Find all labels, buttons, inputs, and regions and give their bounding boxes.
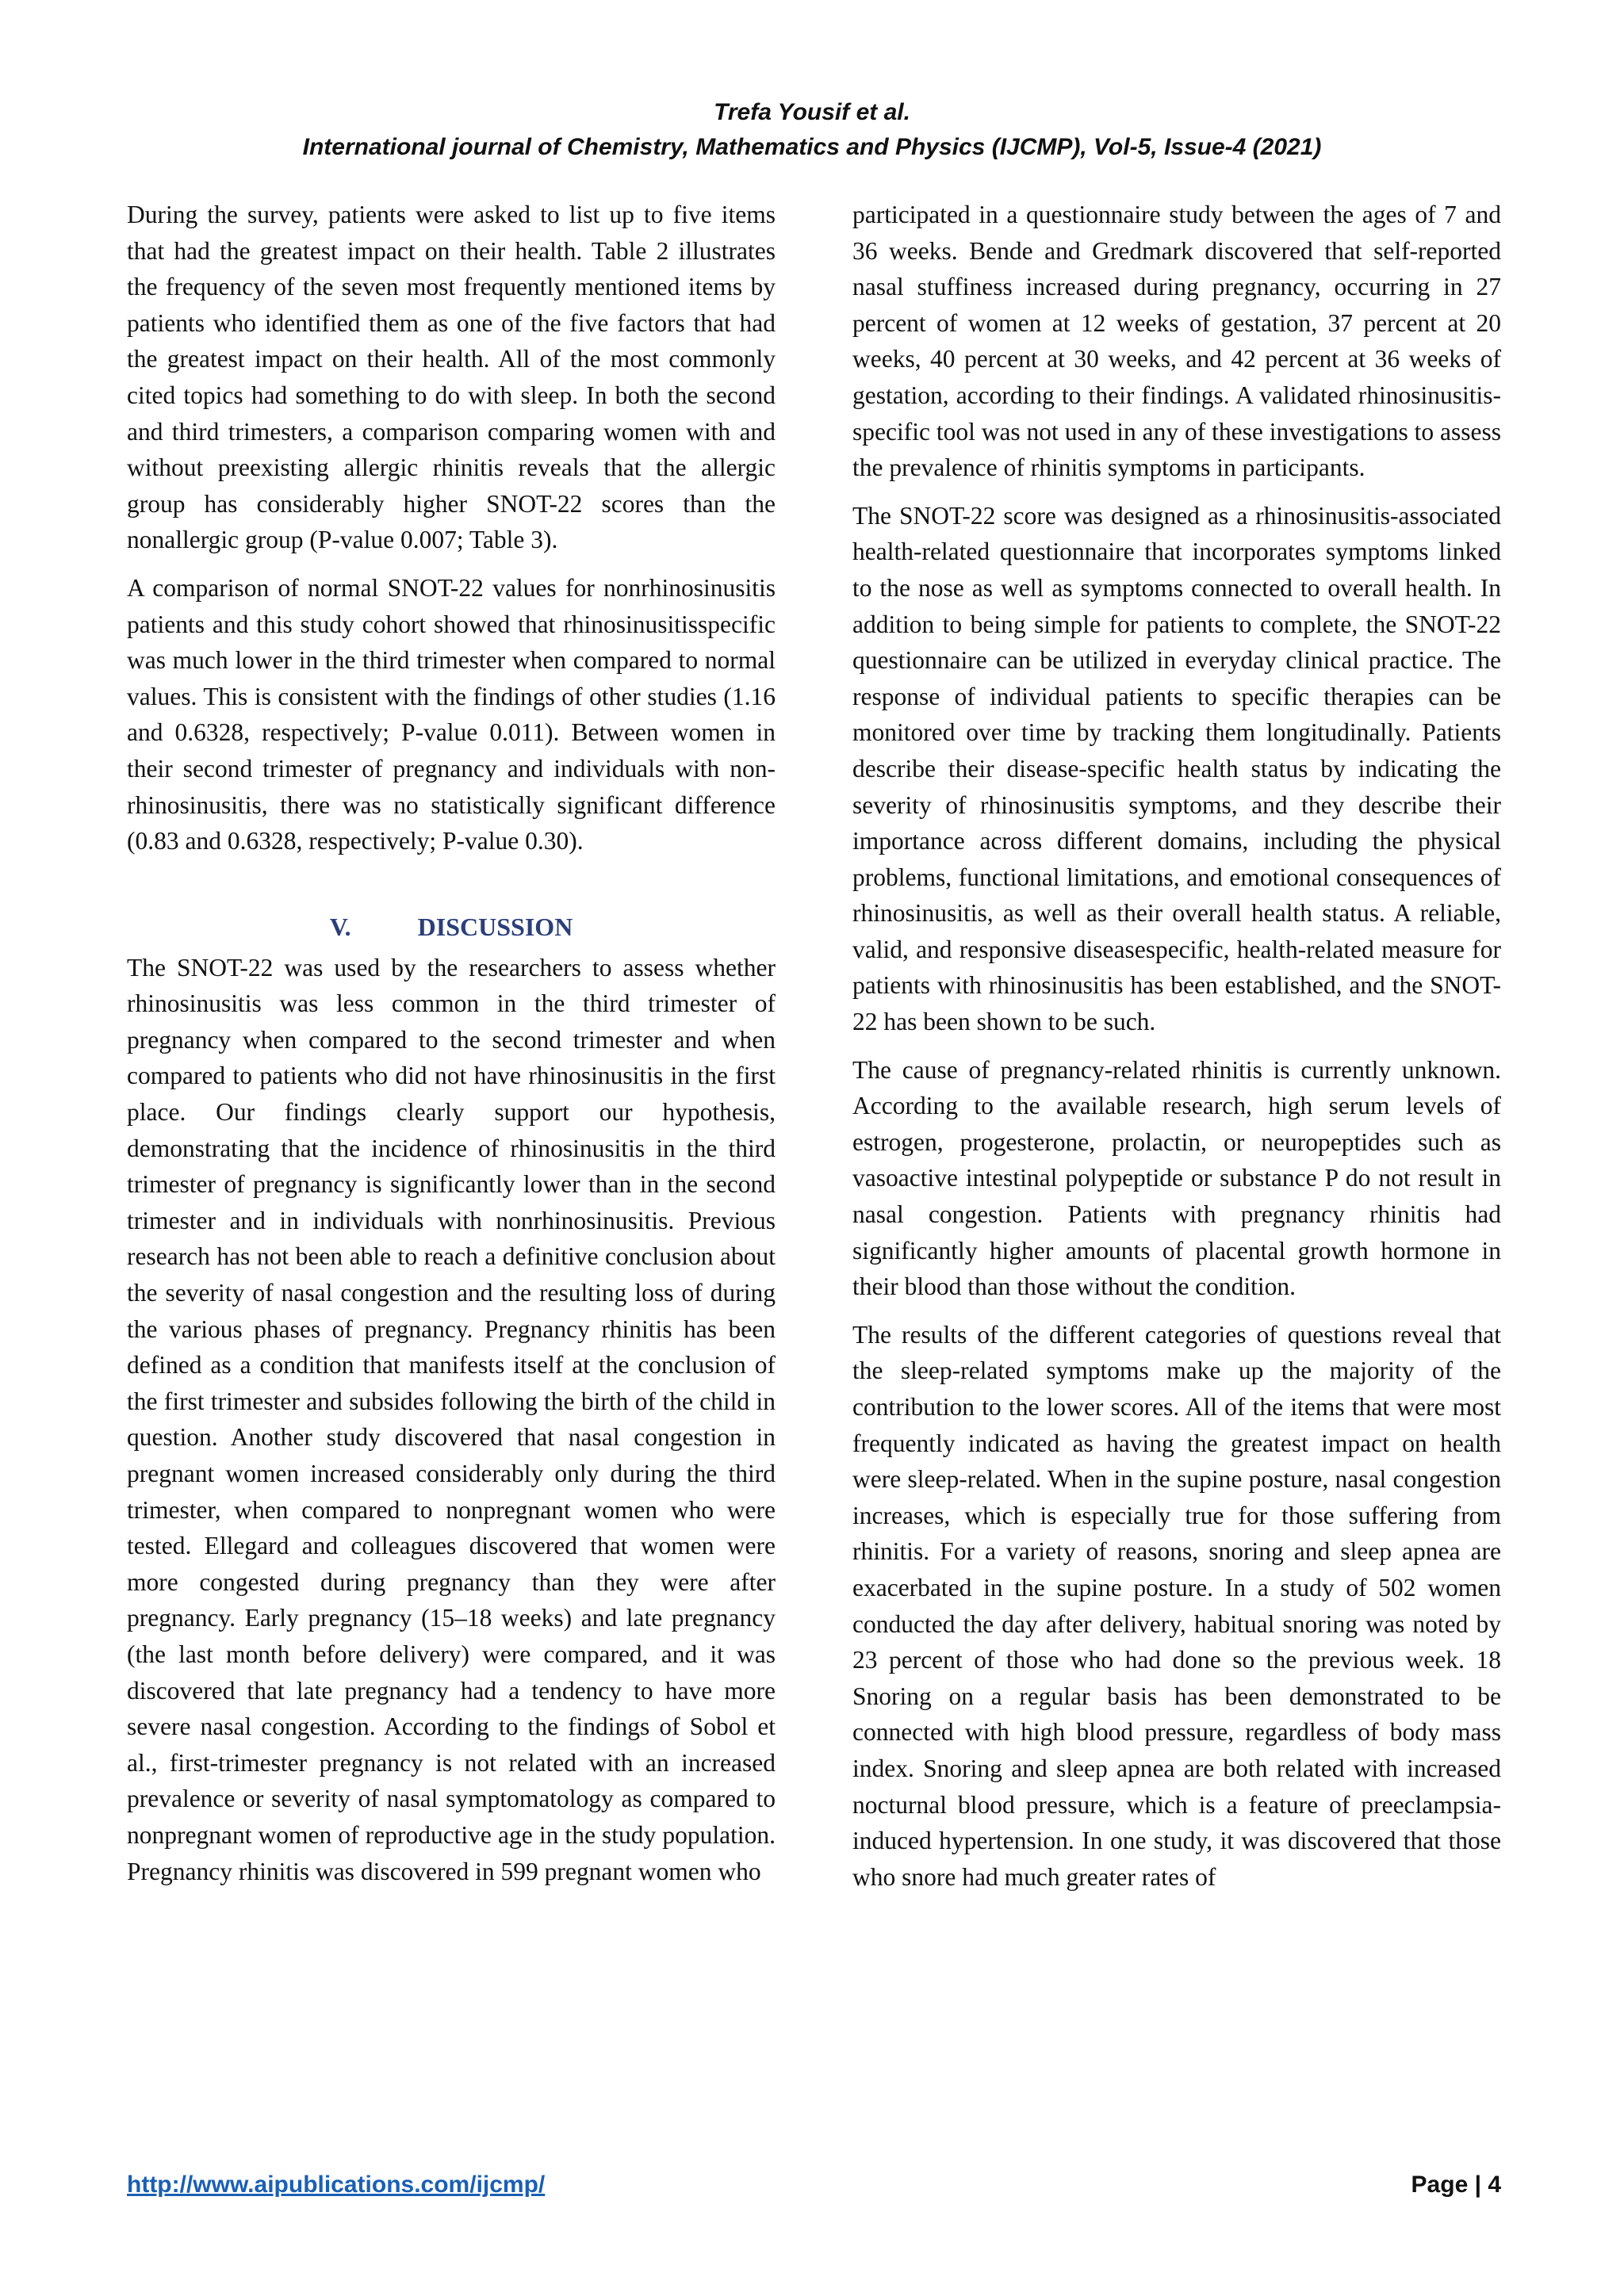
body-paragraph: During the survey, patients were asked to list up to five items that had the greatest impact on their health. Table 2 illustrates the frequency of the seven most frequently mentioned items by patients who identified them as one of the five factors that had the greatest impact on their health. All of the most commonly cited topics had something to do with sleep. In both the second and third trimesters, a comparison comparing women with and without preexisting allergic rhinitis reveals that the allergic group has considerably higher SNOT-22 scores than the nonallergic group (P-value 0.007; Table 3). [127, 201, 776, 554]
right-column [852, 197, 1501, 1907]
page-number: Page | 4 [1411, 2172, 1501, 2198]
body-paragraph: The SNOT-22 was used by the researchers to assess whether rhinosinusitis was less common in the third trimester of pregnancy when compared to the second trimester and when compared to patients who did not have rhinosinusitis in the first place. Our findings clearly support our hypothesis, demonstrating that the incidence of rhinosinusitis in the third trimester of pregnancy is significantly lower than in the second trimester and in individuals with nonrhinosinusitis. Previous research has not been able to reach a definitive conclusion about the severity of nasal congestion and the resulting loss of during the various phases of pregnancy. Pregnancy rhinitis has been defined as a condition that manifests itself at the conclusion of the first trimester and subsides following the birth of the child in question. Another study discovered that nasal congestion in pregnant women increased considerably only during the third trimester, when compared to nonpregnant women who were tested. Ellegard and colleagues discovered that women were more congested during pregnancy than they were after pregnancy. Early pregnancy (15–18 weeks) and late pregnancy (the last month before delivery) were compared, and it was discovered that late pregnancy had a tendency to have more severe nasal congestion. According to the findings of Sobol et al., first-trimester pregnancy is not related with an increased prevalence or severity of nasal symptomatology as compared to nonpregnant women of reproductive age in the study population. Pregnancy rhinitis was discovered in 599 pregnant women who [127, 953, 776, 1885]
body-paragraph: A comparison of normal SNOT-22 values for nonrhinosinusitis patients and this study cohort showed that rhinosinusitisspecific was much lower in the third trimester when compared to normal values. This is consistent with the findings of other studies (1.16 and 0.6328, respectively; P-value 0.011). Between women in their second trimester of pregnancy and individuals with non-rhinosinusitis, there was no statistically significant difference (0.83 and 0.6328, respectively; P-value 0.30). [127, 573, 776, 855]
body-paragraph: The SNOT-22 score was designed as a rhinosinusitis-associated health-related questionnaire that incorporates symptoms linked to the nose as well as symptoms connected to overall health. In addition to being simple for patients to complete, the SNOT-22 questionnaire can be utilized in everyday clinical practice. The response of individual patients to specific therapies can be monitored over time by tracking them longitudinally. Patients describe their disease-specific health status by indicating the severity of rhinosinusitis symptoms, and they describe their importance across different domains, including the physical problems, functional limitations, and emotional consequences of rhinosinusitis, as well as their overall health status. A reliable, valid, and responsive diseasespecific, health-related measure for patients with rhinosinusitis has been established, and the SNOT-22 has been shown to be such. [852, 501, 1501, 1036]
body-paragraph: participated in a questionnaire study between the ages of 7 and 36 weeks. Bende and Gredmark discovered that self-reported nasal stuffiness increased during pregnancy, occurring in 27 percent of women at 12 weeks of gestation, 37 percent at 20 weeks, 40 percent at 30 weeks, and 42 percent at 36 weeks of gestation, according to their findings. A validated rhinosinusitis-specific tool was not used in any of these investigations to assess the prevalence of rhinitis symptoms in participants. [852, 201, 1501, 482]
running-header [0, 95, 1624, 165]
header-journal: International journal of Chemistry, Mathematics and Physics (IJCMP), Vol-5, Issue-4 (2021) [302, 134, 1322, 160]
header-authors: Trefa Yousif et al. [714, 99, 910, 125]
left-column [127, 197, 776, 1901]
page-footer [127, 2168, 1501, 2202]
section-heading-discussion [127, 909, 776, 945]
section-title: DISCUSSION [417, 912, 573, 941]
section-number: V. [329, 912, 351, 941]
body-paragraph: The results of the different categories of questions reveal that the sleep-related symptoms make up the majority of the contribution to the lower scores. All of the items that were most frequently indicated as having the greatest impact on health were sleep-related. When in the supine posture, nasal congestion increases, which is especially true for those suffering from rhinitis. For a variety of reasons, snoring and sleep apnea are exacerbated in the supine posture. In a study of 502 women conducted the day after delivery, habitual snoring was noted by 23 percent of those who had done so the previous week. 18 Snoring on a regular basis has been demonstrated to be connected with high blood pressure, regardless of body mass index. Snoring and sleep apnea are both related with increased nocturnal blood pressure, which is a feature of preeclampsia-induced hypertension. In one study, it was discovered that those who snore had much greater rates of [852, 1320, 1501, 1891]
body-paragraph: The cause of pregnancy-related rhinitis is currently unknown. According to the available research, high serum levels of estrogen, progesterone, prolactin, or neuropeptides such as vasoactive intestinal polypeptide or substance P do not result in nasal congestion. Patients with pregnancy rhinitis had significantly higher amounts of placental growth hormone in their blood than those without the condition. [852, 1055, 1501, 1301]
footer-journal-link[interactable]: http://www.aipublications.com/ijcmp/ [127, 2172, 546, 2198]
